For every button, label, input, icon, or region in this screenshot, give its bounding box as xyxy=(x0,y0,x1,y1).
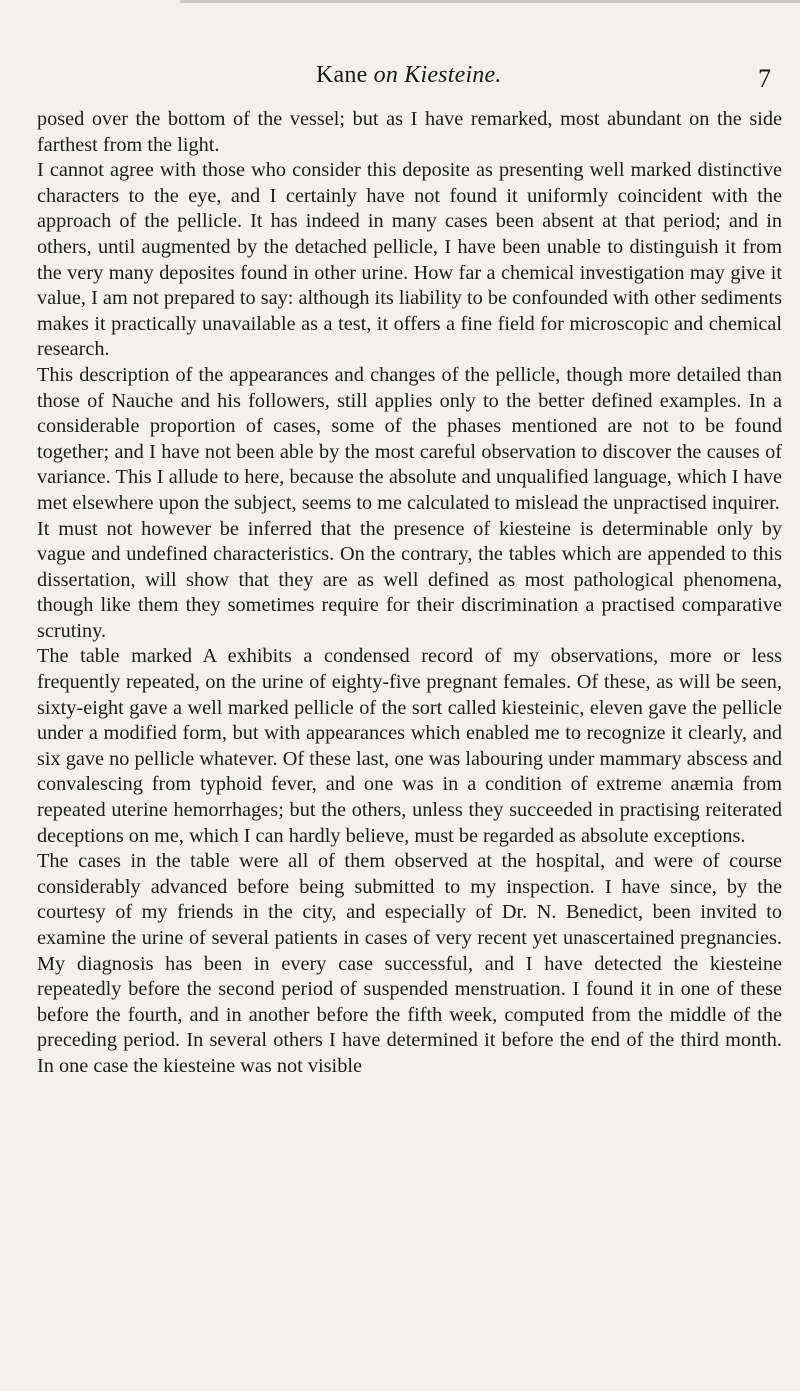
running-head-connector: on xyxy=(373,62,399,88)
paragraph-5: The table marked A exhibits a condensed record of my observations, more or less frequently repeated, on the urine of eighty-five pregnant females. Of these, as will be seen, sixty-eight gave a well marked pellicle of the sort called kiesteinic, eleven gave the pellicle under a modified form, but with appearances which enabled me to recognize it clearly, and six gave no pellicle whatever. Of these last, one was labouring under mammary abscess and convalescing from typhoid fever, and one was in a condition of extreme anæmia from repeated uterine hemorrhages; but the others, unless they succeeded in practising reiterated deceptions on me, which I can hardly believe, must be regarded as absolute exceptions. xyxy=(37,645,782,847)
paragraph-1: posed over the bottom of the vessel; but as I have remarked, most abundant on the side farthest from the light. xyxy=(37,108,782,156)
running-head xyxy=(316,62,502,89)
page-number: 7 xyxy=(758,64,771,93)
body-text xyxy=(37,107,782,1080)
paragraph-4: It must not however be inferred that the presence of kiesteine is determinable only by vague and undefined characteristics. On the contrary, the tables which are appended to this dissertation, will show that they are as well defined as most pathological phenomena, though like them they sometimes require for their discrimination a practised comparative scrutiny. xyxy=(37,517,782,642)
paragraph-6: The cases in the table were all of them observed at the hospital, and were of course considerably advanced before being submitted to my inspection. I have since, by the courtesy of my friends in the city, and especially of Dr. N. Benedict, been invited to examine the urine of several patients in cases of very recent yet unascertained pregnancies. My diagnosis has been in every case successful, and I have detected the kiesteine repeatedly before the second period of suspended menstruation. I found it in one of these before the fourth, and in another before the fifth week, computed from the middle of the preceding period. In several others I have determined it before the end of the third month. In one case the kiesteine was not visible xyxy=(37,850,782,1077)
top-edge-rule xyxy=(180,0,800,3)
running-head-author: Kane xyxy=(316,62,368,88)
running-head-subject: Kiesteine. xyxy=(404,62,502,88)
page-header xyxy=(0,62,800,94)
paragraph-2: I cannot agree with those who consider this deposite as presenting well marked distinctive characters to the eye, and I certainly have not found it uniformly coincident with the approach of the pellicle. It has indeed in many cases been absent at that period; and in others, until augmented by the detached pellicle, I have been unable to distinguish it from the very many deposites found in other urine. How far a chemical investigation may give it value, I am not prepared to say: although its liability to be confounded with other sediments makes it practically unavailable as a test, it offers a fine field for microscopic and chemical research. xyxy=(37,159,782,361)
paragraph-3: This description of the appearances and changes of the pellicle, though more detailed than those of Nauche and his followers, still applies only to the better defined examples. In a considerable proportion of cases, some of the phases mentioned are not to be found together; and I have not been able by the most careful observation to discover the causes of variance. This I allude to here, because the absolute and unqualified language, which I have met elsewhere upon the subject, seems to me calculated to mislead the unpractised inquirer. xyxy=(37,363,782,514)
